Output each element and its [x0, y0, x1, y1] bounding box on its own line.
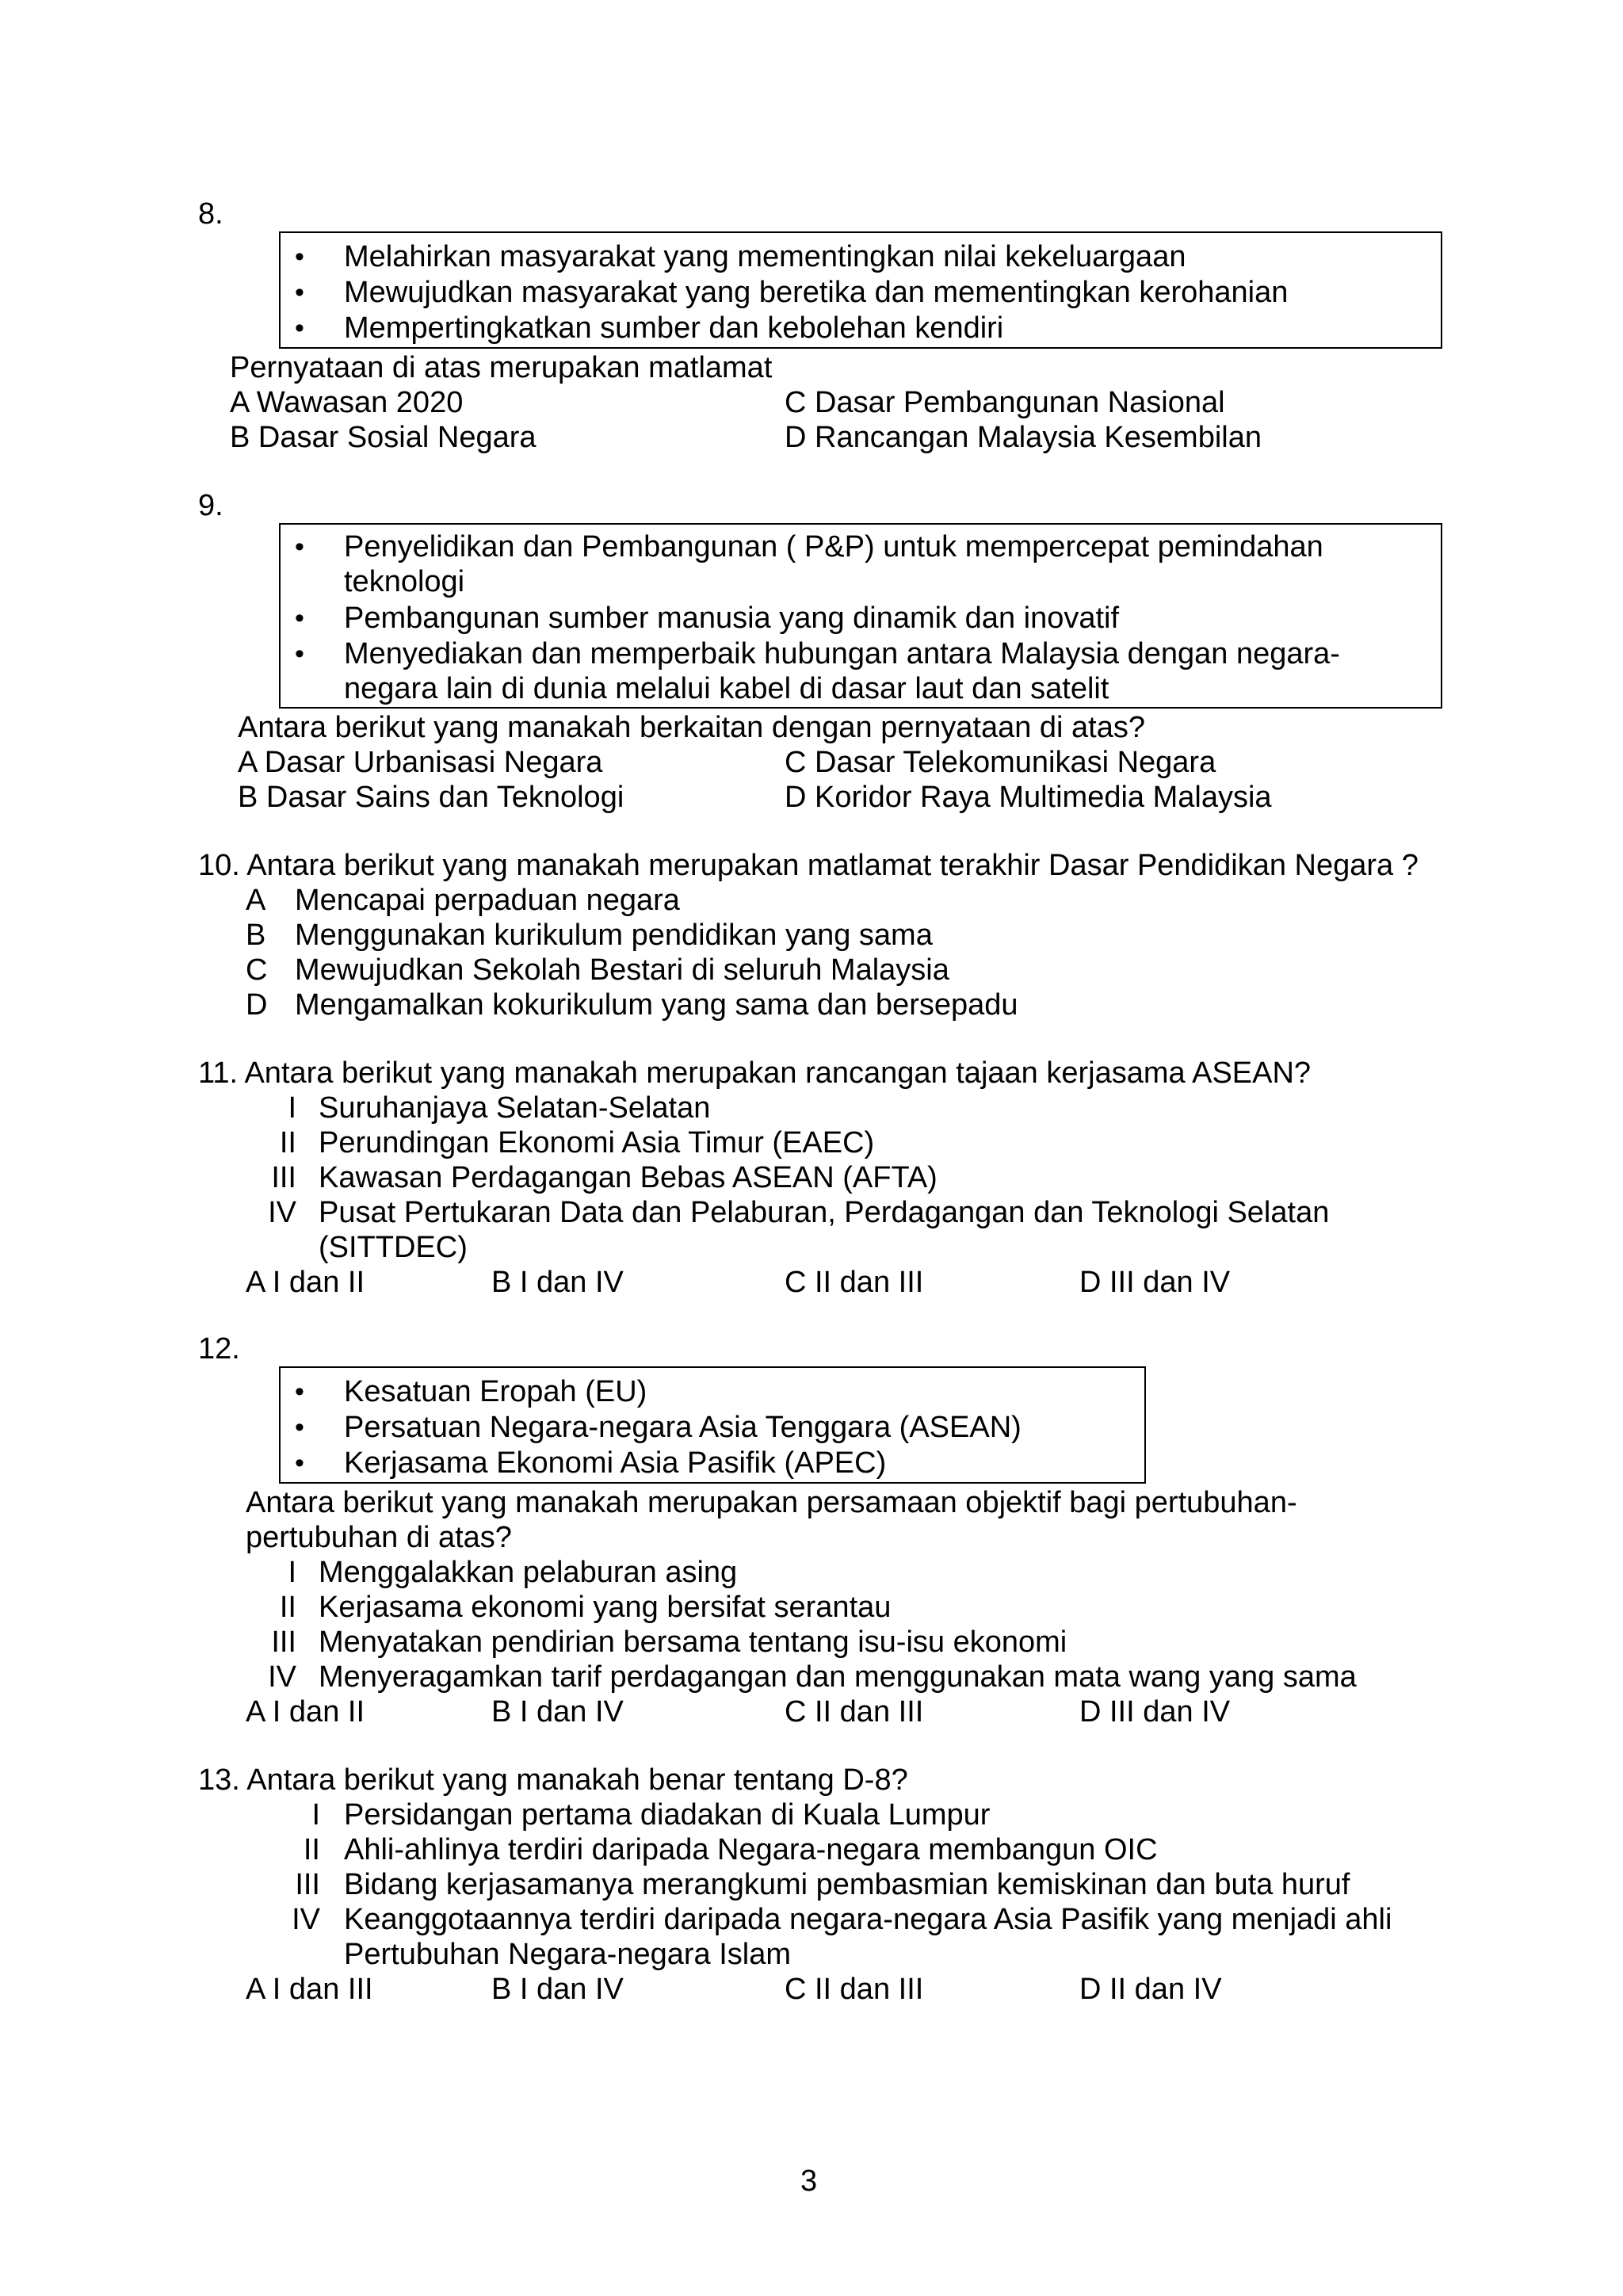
bullet-icon: • [295, 1448, 304, 1478]
q9-option-a: A Dasar Urbanisasi Negara [238, 746, 603, 779]
q8-option-d: D Rancangan Malaysia Kesembilan [785, 421, 1262, 454]
q12-option-b: B I dan IV [491, 1695, 624, 1729]
q8-bullet-1: Melahirkan masyarakat yang mementingkan nilai kekeluargaan [344, 240, 1186, 273]
q10-option-text: Menggunakan kurikulum pendidikan yang sama [295, 919, 933, 952]
bullet-icon: • [295, 242, 304, 272]
q13-item-continuation: Pertubuhan Negara-negara Islam [344, 1938, 792, 1971]
q11-stem: 11. Antara berikut yang manakah merupakan rancangan tajaan kerjasama ASEAN? [198, 1056, 1312, 1090]
q9-bullet-2: Pembangunan sumber manusia yang dinamik dan inovatif [344, 602, 1120, 635]
q13-item-numeral: I [311, 1798, 320, 1832]
q9-bullet-1-continued: teknologi [344, 565, 465, 598]
q11-option-a: A I dan II [246, 1266, 365, 1299]
q8-stem: Pernyataan di atas merupakan matlamat [230, 351, 773, 384]
q13-option-d: D II dan IV [1079, 1973, 1222, 2006]
q12-option-c: C II dan III [785, 1695, 924, 1729]
q12-bullet-3: Kerjasama Ekonomi Asia Pasifik (APEC) [344, 1446, 887, 1480]
q12-item-text: Menyatakan pendirian bersama tentang isu-isu ekonomi [319, 1626, 1067, 1659]
page-number: 3 [800, 2164, 818, 2198]
q9-bullet-3: Menyediakan dan memperbaik hubungan antara Malaysia dengan negara- [344, 637, 1340, 670]
q12-item-numeral: IV [268, 1660, 296, 1694]
q13-stem: 13. Antara berikut yang manakah benar tentang D-8? [198, 1763, 908, 1797]
bullet-icon: • [295, 532, 304, 562]
q11-option-d: D III dan IV [1079, 1266, 1231, 1299]
bullet-icon: • [295, 277, 304, 308]
q12-stem-line-1: Antara berikut yang manakah merupakan persamaan objektif bagi pertubuhan- [246, 1486, 1297, 1519]
q10-option-text: Mengamalkan kokurikulum yang sama dan bersepadu [295, 988, 1018, 1022]
q10-option-letter: D [246, 988, 268, 1022]
q13-item-numeral: II [303, 1833, 320, 1866]
q9-bullet-3-continued: negara lain di dunia melalui kabel di dasar laut dan satelit [344, 672, 1109, 705]
q8-option-c: C Dasar Pembangunan Nasional [785, 386, 1225, 419]
q13-item-text: Bidang kerjasamanya merangkumi pembasmian kemiskinan dan buta huruf [344, 1868, 1350, 1901]
q11-item-text: Kawasan Perdagangan Bebas ASEAN (AFTA) [319, 1161, 938, 1194]
q11-item-numeral: III [271, 1161, 296, 1194]
q13-item-text: Keanggotaannya terdiri daripada negara-negara Asia Pasifik yang menjadi ahli [344, 1903, 1392, 1936]
q12-stem-line-2: pertubuhan di atas? [246, 1521, 512, 1554]
q9-option-d: D Koridor Raya Multimedia Malaysia [785, 781, 1272, 814]
q8-option-a: A Wawasan 2020 [230, 386, 464, 419]
q11-item-numeral: IV [268, 1196, 296, 1229]
q8-bullet-2: Mewujudkan masyarakat yang beretika dan mementingkan kerohanian [344, 276, 1289, 309]
q10-option-text: Mencapai perpaduan negara [295, 884, 680, 917]
q9-stem: Antara berikut yang manakah berkaitan dengan pernyataan di atas? [238, 711, 1146, 744]
q12-number: 12. [198, 1332, 240, 1366]
q13-option-a: A I dan III [246, 1973, 373, 2006]
q12-item-numeral: II [279, 1591, 296, 1624]
q8-number: 8. [198, 197, 223, 231]
q13-option-c: C II dan III [785, 1973, 924, 2006]
q10-stem: 10. Antara berikut yang manakah merupakan matlamat terakhir Dasar Pendidikan Negara ? [198, 849, 1419, 882]
q10-option-text: Mewujudkan Sekolah Bestari di seluruh Malaysia [295, 953, 949, 987]
q10-option-letter: C [246, 953, 268, 987]
q12-item-numeral: I [288, 1556, 296, 1589]
q12-item-text: Menyeragamkan tarif perdagangan dan menggunakan mata wang yang sama [319, 1660, 1357, 1694]
q10-option-letter: B [246, 919, 266, 952]
q11-item-text: Perundingan Ekonomi Asia Timur (EAEC) [319, 1126, 875, 1159]
q12-option-d: D III dan IV [1079, 1695, 1231, 1729]
q10-option-letter: A [246, 884, 266, 917]
q9-option-b: B Dasar Sains dan Teknologi [238, 781, 624, 814]
bullet-icon: • [295, 313, 304, 343]
q9-bullet-1: Penyelidikan dan Pembangunan ( P&P) untuk mempercepat pemindahan [344, 530, 1323, 563]
q8-option-b: B Dasar Sosial Negara [230, 421, 537, 454]
q13-option-b: B I dan IV [491, 1973, 624, 2006]
q11-option-b: B I dan IV [491, 1266, 624, 1299]
q9-number: 9. [198, 489, 223, 522]
q11-item-text: Pusat Pertukaran Data dan Pelaburan, Perdagangan dan Teknologi Selatan [319, 1196, 1330, 1229]
q8-bullet-3: Mempertingkatkan sumber dan kebolehan kendiri [344, 311, 1004, 345]
q12-option-a: A I dan II [246, 1695, 365, 1729]
q12-item-numeral: III [271, 1626, 296, 1659]
bullet-icon: • [295, 603, 304, 633]
q13-item-numeral: IV [292, 1903, 320, 1936]
q13-item-text: Ahli-ahlinya terdiri daripada Negara-negara membangun OIC [344, 1833, 1158, 1866]
bullet-icon: • [295, 1412, 304, 1442]
q12-bullet-2: Persatuan Negara-negara Asia Tenggara (ASEAN) [344, 1411, 1022, 1444]
q13-item-text: Persidangan pertama diadakan di Kuala Lumpur [344, 1798, 991, 1832]
q11-item-text: Suruhanjaya Selatan-Selatan [319, 1091, 711, 1125]
q11-item-numeral: II [279, 1126, 296, 1159]
q11-option-c: C II dan III [785, 1266, 924, 1299]
bullet-icon: • [295, 639, 304, 669]
q13-item-numeral: III [295, 1868, 320, 1901]
q11-item-numeral: I [288, 1091, 296, 1125]
q9-option-c: C Dasar Telekomunikasi Negara [785, 746, 1216, 779]
q12-item-text: Kerjasama ekonomi yang bersifat serantau [319, 1591, 892, 1624]
q11-item-continuation: (SITTDEC) [319, 1231, 468, 1264]
bullet-icon: • [295, 1377, 304, 1407]
q12-bullet-1: Kesatuan Eropah (EU) [344, 1375, 647, 1408]
q12-item-text: Menggalakkan pelaburan asing [319, 1556, 738, 1589]
